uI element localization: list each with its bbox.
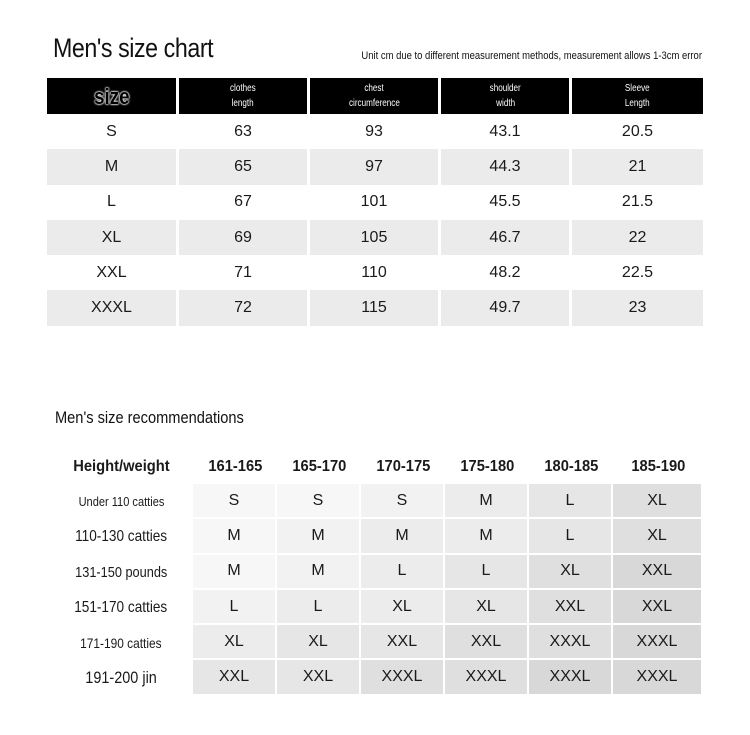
recommended-size-cell: XXXL	[529, 625, 613, 660]
size-chart-cell: 93	[365, 122, 383, 140]
size-chart-cell: 72	[179, 290, 307, 325]
size-chart-cell: 110	[361, 263, 387, 281]
size-chart-cell: 21.5	[621, 193, 654, 211]
size-chart-cell: 45.5	[489, 193, 521, 211]
recommended-size-cell: XL	[361, 590, 445, 625]
size-chart-cell: XL	[47, 220, 176, 255]
size-chart-table	[47, 78, 703, 326]
recommended-size-cell: XXXL	[445, 660, 529, 695]
recommendation-row	[49, 660, 703, 695]
header-height-weight: Height/weight	[72, 457, 170, 475]
recommended-size-cell: L	[193, 590, 277, 625]
header-height-185-190: 185-190	[630, 457, 686, 475]
weight-label-text: 131-150 pounds	[74, 563, 168, 581]
size-chart-cell: XXXL	[47, 290, 176, 325]
size-chart-row	[47, 220, 703, 255]
size-chart-cell: 69	[179, 220, 307, 255]
size-chart-cell: 71	[234, 263, 252, 281]
recommended-size-cell: L	[361, 555, 445, 590]
weight-label	[49, 519, 193, 554]
size-chart-cell: L	[107, 193, 116, 211]
header-height-170-175: 170-175	[375, 457, 431, 475]
recommendations-title: Men's size recommendations	[55, 408, 244, 427]
recommended-size-cell: XXXL	[613, 625, 703, 660]
recommendation-row	[49, 555, 703, 590]
recommended-size-cell: M	[445, 519, 529, 554]
page-title: Men's size chart	[53, 33, 214, 63]
weight-label	[49, 625, 193, 660]
header-sleeve-length: Sleeve Length	[572, 78, 703, 114]
size-chart-cell: 115	[310, 290, 438, 325]
size-chart-body	[47, 114, 703, 326]
size-chart-header-row	[47, 78, 703, 114]
header-clothes-length: clothes length	[179, 78, 307, 114]
recommended-size-cell: XL	[529, 555, 613, 590]
recommendation-row	[49, 519, 703, 554]
header-height-161-165: 161-165	[207, 457, 263, 475]
header-shoulder-width: shoulder width	[441, 78, 569, 114]
header-height-175-180: 175-180	[459, 457, 515, 475]
recommended-size-cell: S	[277, 484, 361, 519]
header-size: size	[47, 78, 176, 114]
header-chest-circumference: chest circumference	[310, 78, 438, 114]
size-chart-cell: 22.5	[621, 263, 654, 281]
recommended-size-cell: XXL	[529, 590, 613, 625]
header-height-165-170: 165-170	[291, 457, 347, 475]
recommended-size-cell: XXXL	[613, 660, 703, 695]
recommended-size-cell: L	[529, 484, 613, 519]
weight-label-text: 171-190 catties	[80, 634, 162, 651]
recommended-size-cell: XL	[613, 484, 703, 519]
recommended-size-cell: L	[445, 555, 529, 590]
size-chart-row	[47, 185, 703, 220]
recommended-size-cell: S	[193, 484, 277, 519]
size-chart-cell: 43.1	[489, 122, 521, 140]
recommended-size-cell: M	[277, 519, 361, 554]
size-chart-row	[47, 255, 703, 290]
recommended-size-cell: XXXL	[529, 660, 613, 695]
size-chart-cell: 67	[234, 193, 252, 211]
recommended-size-cell: XXL	[613, 555, 703, 590]
size-chart-cell: S	[106, 122, 117, 140]
recommended-size-cell: M	[193, 519, 277, 554]
recommended-size-cell: M	[277, 555, 361, 590]
weight-label	[49, 660, 193, 695]
recommendations-body	[49, 484, 703, 696]
size-chart-cell: 105	[310, 220, 438, 255]
recommended-size-cell: M	[445, 484, 529, 519]
size-chart-cell: 97	[310, 149, 438, 184]
size-chart-row	[47, 114, 703, 149]
recommendation-row	[49, 590, 703, 625]
recommended-size-cell: XXL	[361, 625, 445, 660]
recommended-size-cell: XXL	[193, 660, 277, 695]
size-chart-cell: 48.2	[489, 263, 521, 281]
weight-label-text: 110-130 catties	[75, 527, 167, 545]
size-chart-cell: 21	[572, 149, 703, 184]
weight-label-text: Under 110 catties	[78, 494, 164, 510]
size-chart-cell: 44.3	[441, 149, 569, 184]
size-chart-cell: 20.5	[621, 122, 654, 140]
recommended-size-cell: XL	[445, 590, 529, 625]
recommended-size-cell: XL	[193, 625, 277, 660]
recommended-size-cell: XXL	[445, 625, 529, 660]
recommendations-header-row	[49, 449, 703, 484]
recommendation-row	[49, 484, 703, 519]
size-chart-cell: M	[47, 149, 176, 184]
recommended-size-cell: XL	[613, 519, 703, 554]
size-chart-cell: 46.7	[441, 220, 569, 255]
size-chart-cell: 22	[572, 220, 703, 255]
size-chart-cell: 49.7	[441, 290, 569, 325]
recommended-size-cell: L	[277, 590, 361, 625]
weight-label	[49, 484, 193, 519]
size-chart-cell: 23	[572, 290, 703, 325]
size-chart-cell: 63	[234, 122, 252, 140]
recommended-size-cell: M	[193, 555, 277, 590]
size-chart-row	[47, 149, 703, 184]
recommended-size-cell: XXXL	[361, 660, 445, 695]
recommendation-row	[49, 625, 703, 660]
size-chart-row	[47, 290, 703, 325]
recommended-size-cell: L	[529, 519, 613, 554]
unit-note: Unit cm due to different measurement methods, measurement allows 1-3cm error	[361, 50, 702, 62]
recommended-size-cell: S	[361, 484, 445, 519]
size-chart-cell: 101	[360, 193, 388, 211]
weight-label	[49, 555, 193, 590]
recommended-size-cell: XXL	[277, 660, 361, 695]
weight-label	[49, 590, 193, 625]
size-chart-cell: 65	[179, 149, 307, 184]
weight-label-text: 191-200 jin	[85, 668, 157, 688]
recommended-size-cell: XL	[277, 625, 361, 660]
header-height-180-185: 180-185	[543, 457, 599, 475]
recommended-size-cell: M	[361, 519, 445, 554]
size-chart-cell: XXL	[96, 263, 127, 281]
size-recommendations-table	[49, 449, 703, 696]
weight-label-text: 151-170 catties	[74, 598, 168, 616]
recommended-size-cell: XXL	[613, 590, 703, 625]
